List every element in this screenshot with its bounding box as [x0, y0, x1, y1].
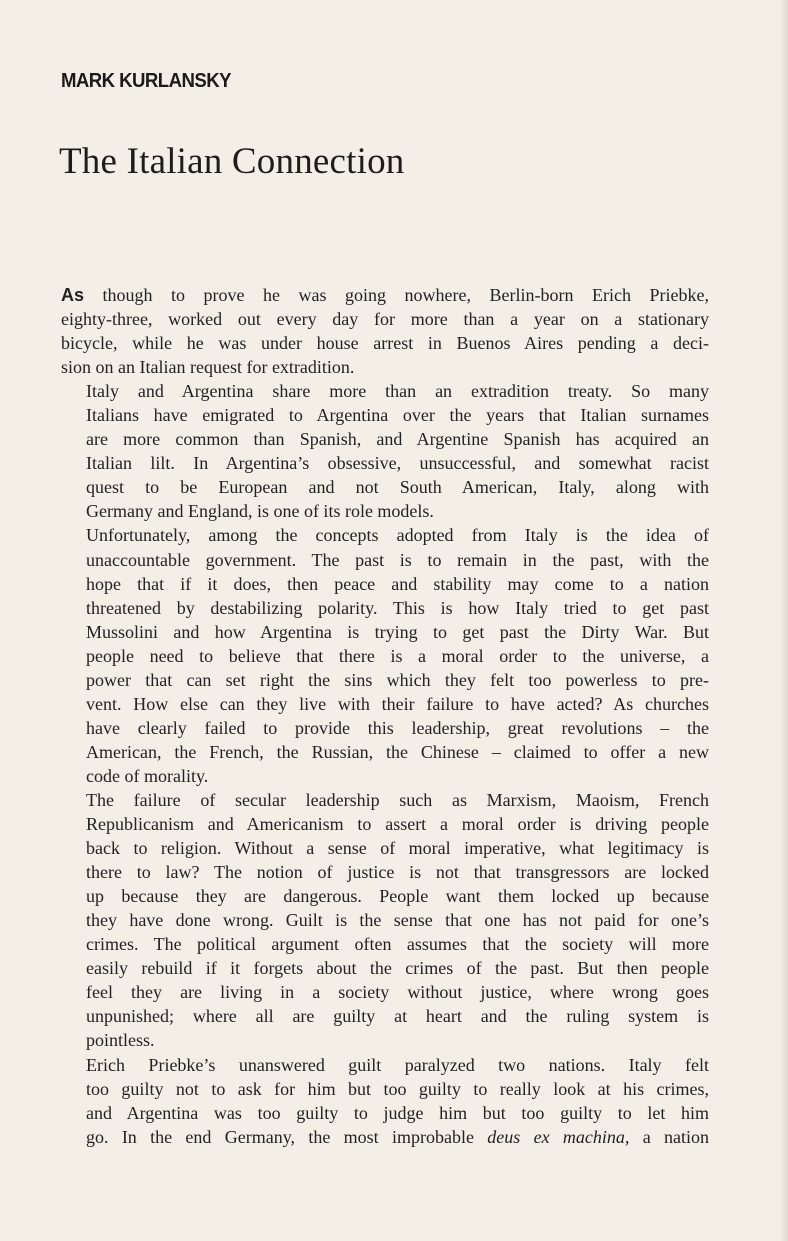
paragraph-3: [61, 523, 709, 788]
text-line: people need to believe that there is a moral order to the universe, a: [86, 645, 709, 666]
text-line: Republicanism and Americanism to assert a moral order is driving people: [86, 814, 709, 835]
text-line: vent. How else can they live with their failure to have acted? As churches: [86, 693, 709, 714]
paragraph-2: [61, 379, 709, 523]
italic-phrase: deus ex machina,: [487, 1126, 630, 1147]
chapter-body: [61, 283, 709, 1149]
text-line: Germany and England, is one of its role models.: [86, 501, 434, 522]
text-line: pointless.: [86, 1030, 155, 1051]
text-line: The failure of secular leadership such as Marxism, Maoism, French: [86, 789, 709, 810]
chapter-title: The Italian Connection: [59, 141, 405, 182]
text-line: threatened by destabilizing polarity. This is how Italy tried to get past: [86, 597, 709, 618]
text-line: Italy and Argentina share more than an extradition treaty. So many: [86, 381, 709, 402]
paragraph-5: [61, 1053, 709, 1149]
text-line: quest to be European and not South American, Italy, along with: [86, 477, 709, 498]
text-line: eighty-three, worked out every day for more than a year on a stationary: [61, 309, 709, 330]
text-line: have clearly failed to provide this leadership, great revolutions – the: [86, 717, 709, 738]
text-line: As though to prove he was going nowhere, Berlin-born Erich Priebke,: [61, 285, 709, 305]
text-line: power that can set right the sins which they felt too powerless to pre-: [86, 669, 709, 690]
author-name: MARK KURLANSKY: [61, 70, 231, 92]
text-line: go. In the end Germany, the most improbable deus ex machina, a nation: [86, 1126, 710, 1147]
drop-cap: As: [61, 285, 85, 305]
text-line: Italian lilt. In Argentina’s obsessive, unsuccessful, and somewhat racist: [86, 453, 709, 474]
text-line: up because they are dangerous. People want them locked up because: [86, 886, 709, 907]
text-line: sion on an Italian request for extradition.: [61, 357, 355, 378]
text-line: hope that if it does, then peace and stability may come to a nation: [86, 573, 709, 594]
text-line: Erich Priebke’s unanswered guilt paralyzed two nations. Italy felt: [86, 1054, 709, 1075]
text-line: bicycle, while he was under house arrest in Buenos Aires pending a deci-: [61, 333, 709, 354]
text-line: back to religion. Without a sense of moral imperative, what legitimacy is: [86, 838, 709, 859]
text-line: are more common than Spanish, and Argentine Spanish has acquired an: [86, 429, 709, 450]
text-line: code of morality.: [86, 765, 209, 786]
text-line: Unfortunately, among the concepts adopted from Italy is the idea of: [86, 525, 709, 546]
text-line: and Argentina was too guilty to judge him but too guilty to let him: [86, 1102, 709, 1123]
paragraph-4: [61, 788, 709, 1053]
text-line: Mussolini and how Argentina is trying to get past the Dirty War. But: [86, 621, 709, 642]
text-line: feel they are living in a society without justice, where wrong goes: [86, 982, 709, 1003]
text-line: Italians have emigrated to Argentina over the years that Italian surnames: [86, 405, 709, 426]
text-line: easily rebuild if it forgets about the crimes of the past. But then people: [86, 958, 709, 979]
text-line: crimes. The political argument often assumes that the society will more: [86, 934, 709, 955]
page-edge-shadow: [780, 0, 788, 1241]
text-line: too guilty not to ask for him but too guilty to really look at his crimes,: [86, 1078, 709, 1099]
text-line: there to law? The notion of justice is not that transgressors are locked: [86, 862, 709, 883]
paragraph-1: [61, 283, 709, 379]
text-line: unpunished; where all are guilty at heart and the ruling system is: [86, 1006, 709, 1027]
text-line: they have done wrong. Guilt is the sense that one has not paid for one’s: [86, 910, 709, 931]
text-line: unaccountable government. The past is to remain in the past, with the: [86, 549, 709, 570]
text-line: American, the French, the Russian, the Chinese – claimed to offer a new: [86, 741, 709, 762]
